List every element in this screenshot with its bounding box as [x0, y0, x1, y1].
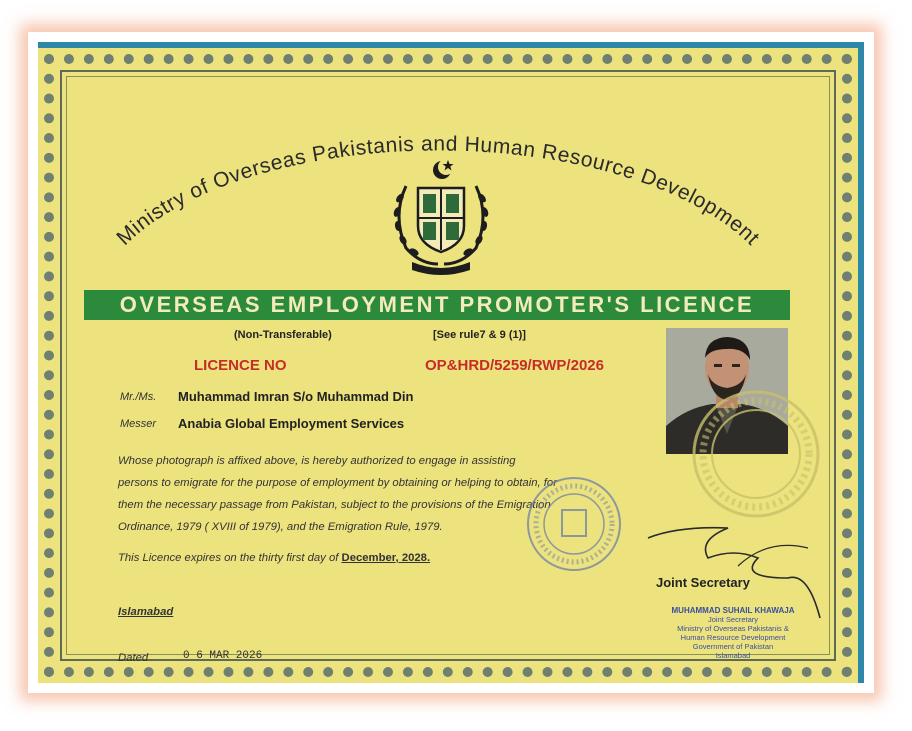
stamp-line: Islamabad [715, 651, 751, 660]
ministry-title: Ministry of Overseas Pakistanis and Human Resource Development [112, 132, 765, 250]
authorization-line: them the necessary passage from Pakistan, subject to the provisions of the Emigration [118, 499, 551, 511]
ministry-seal-icon [524, 474, 624, 574]
firm-name: Anabia Global Employment Services [178, 416, 405, 431]
expiry-text: This Licence expires on the thirty first day of [118, 552, 339, 564]
signatory-title: Joint Secretary [656, 575, 750, 590]
holder-label: Mr./Ms. [120, 391, 157, 403]
non-transferable-note: (Non-Transferable) [234, 329, 332, 341]
dated-label: Dated [118, 652, 149, 664]
licence-label: LICENCE NO [194, 357, 287, 374]
stamp-line: Joint Secretary [707, 615, 759, 624]
holder-name: Muhammad Imran S/o Muhammad Din [178, 389, 414, 404]
expiry-statement [118, 552, 430, 564]
state-emblem-icon [386, 156, 496, 281]
stamp-officer-name: MUHAMMAD SUHAIL KHAWAJA [671, 606, 795, 615]
stamp-line: Government of Pakistan [692, 642, 774, 651]
authorization-line: Whose photograph is affixed above, is hereby authorized to engage in assisting [118, 455, 516, 467]
embossed-seal-icon [690, 388, 822, 520]
authorization-line: Ordinance, 1979 ( XVIII of 1979), and the Emigration Rule, 1979. [118, 521, 443, 533]
stamp-line: Ministry of Overseas Pakistanis & [677, 624, 789, 633]
official-stamp [628, 606, 838, 660]
issuing-city: Islamabad [118, 606, 174, 618]
licence-title-banner: OVERSEAS EMPLOYMENT PROMOTER'S LICENCE [84, 290, 790, 320]
firm-label: Messer [120, 418, 157, 430]
licence-number: OP&HRD/5259/RWP/2026 [425, 357, 604, 374]
authorization-line: persons to emigrate for the purpose of employment by obtaining or helping to obtain, for [118, 477, 557, 489]
expiry-date: December, 2028. [341, 552, 431, 564]
dated-stamp: 0 6 MAR 2026 [183, 650, 263, 662]
rule-reference: [See rule7 & 9 (1)] [433, 329, 526, 341]
stamp-line: Human Resource Development [680, 633, 786, 642]
licence-certificate [38, 42, 864, 683]
